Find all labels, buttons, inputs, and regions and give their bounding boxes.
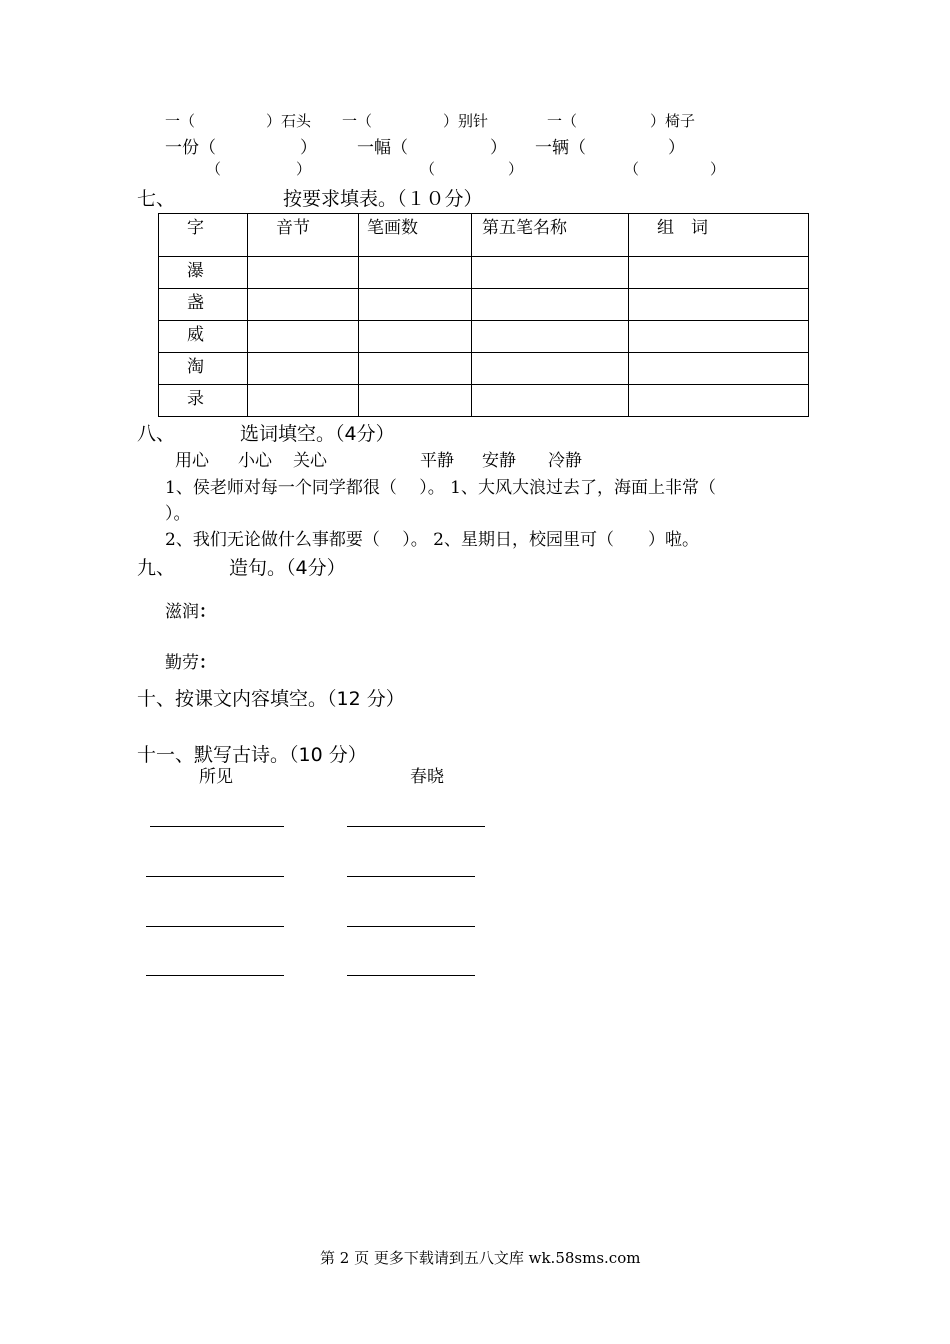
section-8-title: 选词填空。（4分） xyxy=(240,423,395,445)
colon: ： xyxy=(199,602,216,622)
row-char: 盏 xyxy=(159,289,248,321)
table-cell[interactable] xyxy=(359,289,472,321)
poem-title-1: 所见 xyxy=(199,767,233,787)
sentence-word-2 xyxy=(165,648,216,673)
writing-line[interactable] xyxy=(146,975,284,976)
blank-prefix: 一（ xyxy=(342,112,373,130)
blank-prefix: （ xyxy=(420,160,436,178)
table-cell[interactable] xyxy=(472,289,629,321)
writing-line[interactable] xyxy=(146,926,284,927)
section-8-number: 八、 xyxy=(137,423,176,445)
blank-suffix: ） xyxy=(490,138,507,158)
row-char: 淘 xyxy=(159,353,248,385)
sentence-line-2: 2、我们无论做什么事都要（ ）。 2、星期日，校园里可（ ）啦。 xyxy=(165,530,699,550)
blank-suffix: ） xyxy=(296,160,312,178)
table-header-row xyxy=(159,214,809,257)
sentence-line-1-end: ）。 xyxy=(165,504,191,524)
header-word: 组 词 xyxy=(629,214,809,257)
table-cell[interactable] xyxy=(472,321,629,353)
header-syllable: 音节 xyxy=(248,214,359,257)
writing-line[interactable] xyxy=(347,975,475,976)
row-char: 瀑 xyxy=(159,257,248,289)
blank-prefix: 一幅（ xyxy=(357,138,408,158)
table-row xyxy=(159,289,809,321)
page-footer: 第 2 页 更多下载请到五八文库 wk.58sms.com xyxy=(320,1249,641,1267)
blank-suffix: ） xyxy=(710,160,726,178)
table-cell[interactable] xyxy=(248,257,359,289)
table-cell[interactable] xyxy=(472,257,629,289)
table-cell[interactable] xyxy=(248,385,359,417)
table-row xyxy=(159,353,809,385)
word-choice: 用心 xyxy=(175,451,209,471)
poem-title-2: 春晓 xyxy=(410,767,444,787)
blank-suffix: ） xyxy=(508,160,524,178)
table-cell[interactable] xyxy=(629,385,809,417)
table-row xyxy=(159,321,809,353)
header-char: 字 xyxy=(159,214,248,257)
section-9-title: 造句。（4分） xyxy=(229,557,346,579)
section-7-number: 七、 xyxy=(137,188,176,210)
table-cell[interactable] xyxy=(248,321,359,353)
table-cell[interactable] xyxy=(359,321,472,353)
section-9-number: 九、 xyxy=(137,557,176,579)
table-cell[interactable] xyxy=(248,289,359,321)
blank-suffix: ） xyxy=(300,138,317,158)
table-row xyxy=(159,257,809,289)
word-choice: 安静 xyxy=(482,451,516,471)
word-choice: 小心 xyxy=(238,451,272,471)
table-cell[interactable] xyxy=(629,353,809,385)
section-7-title: 按要求填表。（１０分） xyxy=(283,188,483,210)
word-choice: 平静 xyxy=(420,451,454,471)
row-char: 威 xyxy=(159,321,248,353)
header-stroke-count: 笔画数 xyxy=(359,214,472,257)
writing-line[interactable] xyxy=(347,926,475,927)
writing-line[interactable] xyxy=(347,876,475,877)
blank-suffix: ）别针 xyxy=(443,112,489,130)
blank-suffix: ）石头 xyxy=(266,112,312,130)
row-char: 录 xyxy=(159,385,248,417)
blank-prefix: （ xyxy=(624,160,640,178)
word-label: 勤劳 xyxy=(165,653,199,673)
writing-line[interactable] xyxy=(146,876,284,877)
word-label: 滋润 xyxy=(165,602,199,622)
table-row xyxy=(159,385,809,417)
table-cell[interactable] xyxy=(472,353,629,385)
table-cell[interactable] xyxy=(629,289,809,321)
blank-prefix: 一（ xyxy=(547,112,578,130)
table-cell[interactable] xyxy=(629,321,809,353)
colon: ： xyxy=(199,653,216,673)
blank-prefix: 一辆（ xyxy=(535,138,586,158)
blank-prefix: 一份（ xyxy=(165,138,216,158)
table-cell[interactable] xyxy=(248,353,359,385)
section-11-title: 十一、默写古诗。（10 分） xyxy=(137,744,367,766)
table-cell[interactable] xyxy=(359,353,472,385)
writing-line[interactable] xyxy=(347,826,485,827)
blank-suffix: ）椅子 xyxy=(650,112,696,130)
table-cell[interactable] xyxy=(629,257,809,289)
sentence-word-1 xyxy=(165,597,216,622)
fill-in-table xyxy=(158,213,809,417)
word-choice: 关心 xyxy=(293,451,327,471)
blank-suffix: ） xyxy=(668,138,685,158)
sentence-line-1: 1、侯老师对每一个同学都很（ ）。 1、大风大浪过去了，海面上非常（ xyxy=(165,478,716,498)
header-fifth-stroke: 第五笔名称 xyxy=(472,214,629,257)
writing-line[interactable] xyxy=(150,826,284,827)
table-cell[interactable] xyxy=(359,257,472,289)
word-choice: 冷静 xyxy=(548,451,582,471)
section-10-title: 十、按课文内容填空。（12 分） xyxy=(137,688,405,710)
blank-prefix: 一（ xyxy=(165,112,196,130)
table-cell[interactable] xyxy=(472,385,629,417)
table-cell[interactable] xyxy=(359,385,472,417)
blank-prefix: （ xyxy=(206,160,222,178)
